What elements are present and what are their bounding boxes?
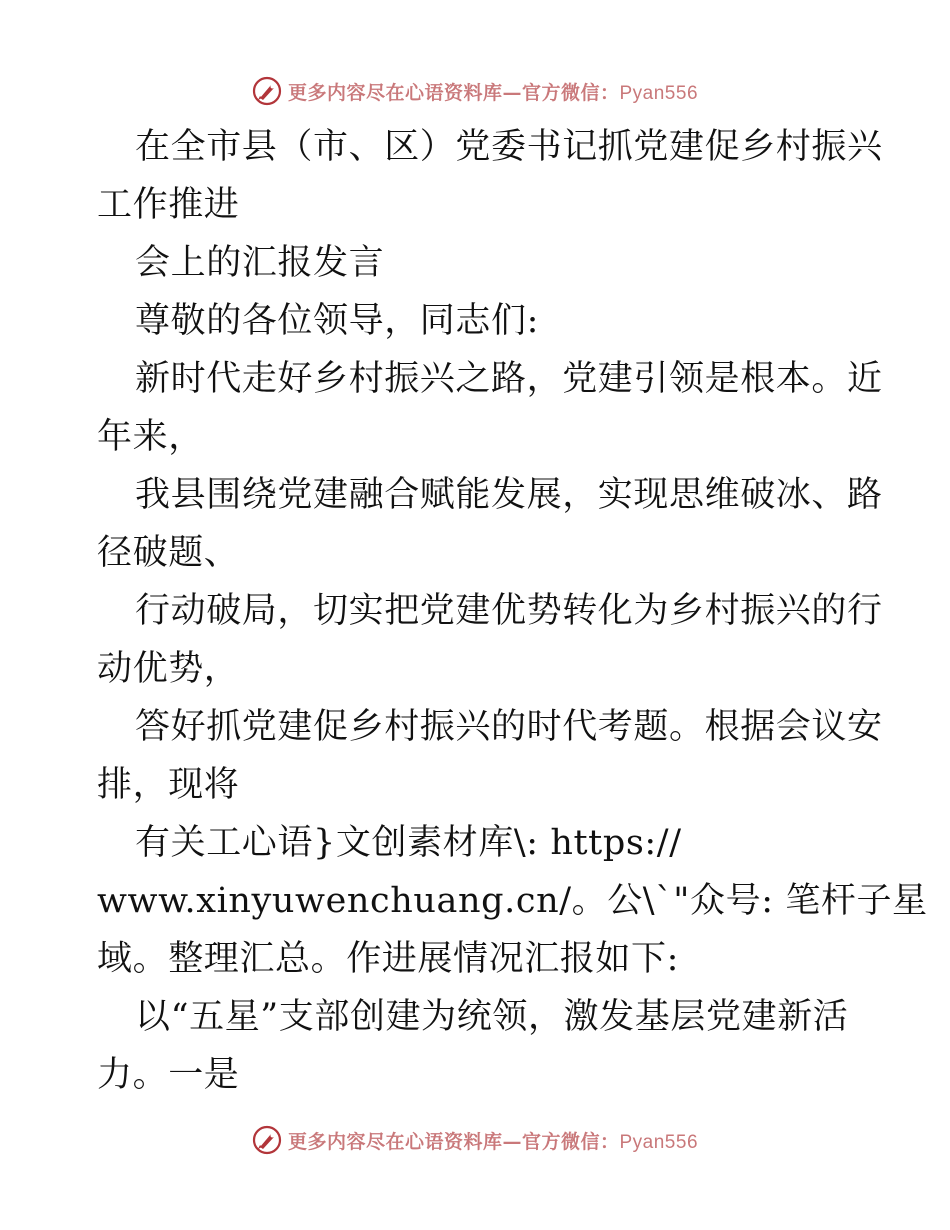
document-line: 径破题、 bbox=[97, 533, 240, 573]
banner-text: 更多内容尽在心语资料库—官方微信：Pyan556 bbox=[287, 81, 699, 104]
document-line: 域。整理汇总。作进展情况汇报如下: bbox=[97, 939, 679, 979]
document-line: 动优势， bbox=[97, 649, 240, 689]
header-watermark-banner bbox=[0, 73, 950, 109]
document-line: 在全市县（市、区）党委书记抓党建促乡村振兴 bbox=[135, 127, 883, 167]
wechat-id: Pyan556 bbox=[619, 82, 699, 104]
document-line: 排，现将 bbox=[97, 765, 240, 805]
document-line: 有关工心语}文创素材库\: https:// bbox=[135, 823, 682, 863]
document-line: www.xinyuwenchuang.cn/。公\`"众号: 笔杆子星 bbox=[97, 881, 928, 921]
document-line: 工作推进 bbox=[97, 185, 240, 225]
document-body bbox=[97, 118, 928, 1104]
document-line: 年来， bbox=[97, 417, 204, 457]
document-line: 力。一是 bbox=[97, 1055, 240, 1095]
document-line: 以“五星”支部创建为统领，激发基层党建新活 bbox=[135, 997, 849, 1037]
pen-nib-circle-logo-icon bbox=[252, 76, 282, 106]
document-line: 行动破局，切实把党建优势转化为乡村振兴的行 bbox=[135, 591, 883, 631]
document-line: 新时代走好乡村振兴之路，党建引领是根本。近 bbox=[135, 359, 883, 399]
wechat-id: Pyan556 bbox=[619, 1131, 699, 1153]
document-line: 会上的汇报发言 bbox=[135, 243, 385, 283]
pen-nib-circle-logo-icon bbox=[252, 1125, 282, 1155]
document-line: 尊敬的各位领导，同志们: bbox=[135, 301, 539, 341]
document-line: 答好抓党建促乡村振兴的时代考题。根据会议安 bbox=[135, 707, 883, 747]
banner-text: 更多内容尽在心语资料库—官方微信：Pyan556 bbox=[287, 1130, 699, 1153]
document-line: 我县围绕党建融合赋能发展，实现思维破冰、路 bbox=[135, 475, 883, 515]
footer-watermark-banner bbox=[0, 1122, 950, 1158]
